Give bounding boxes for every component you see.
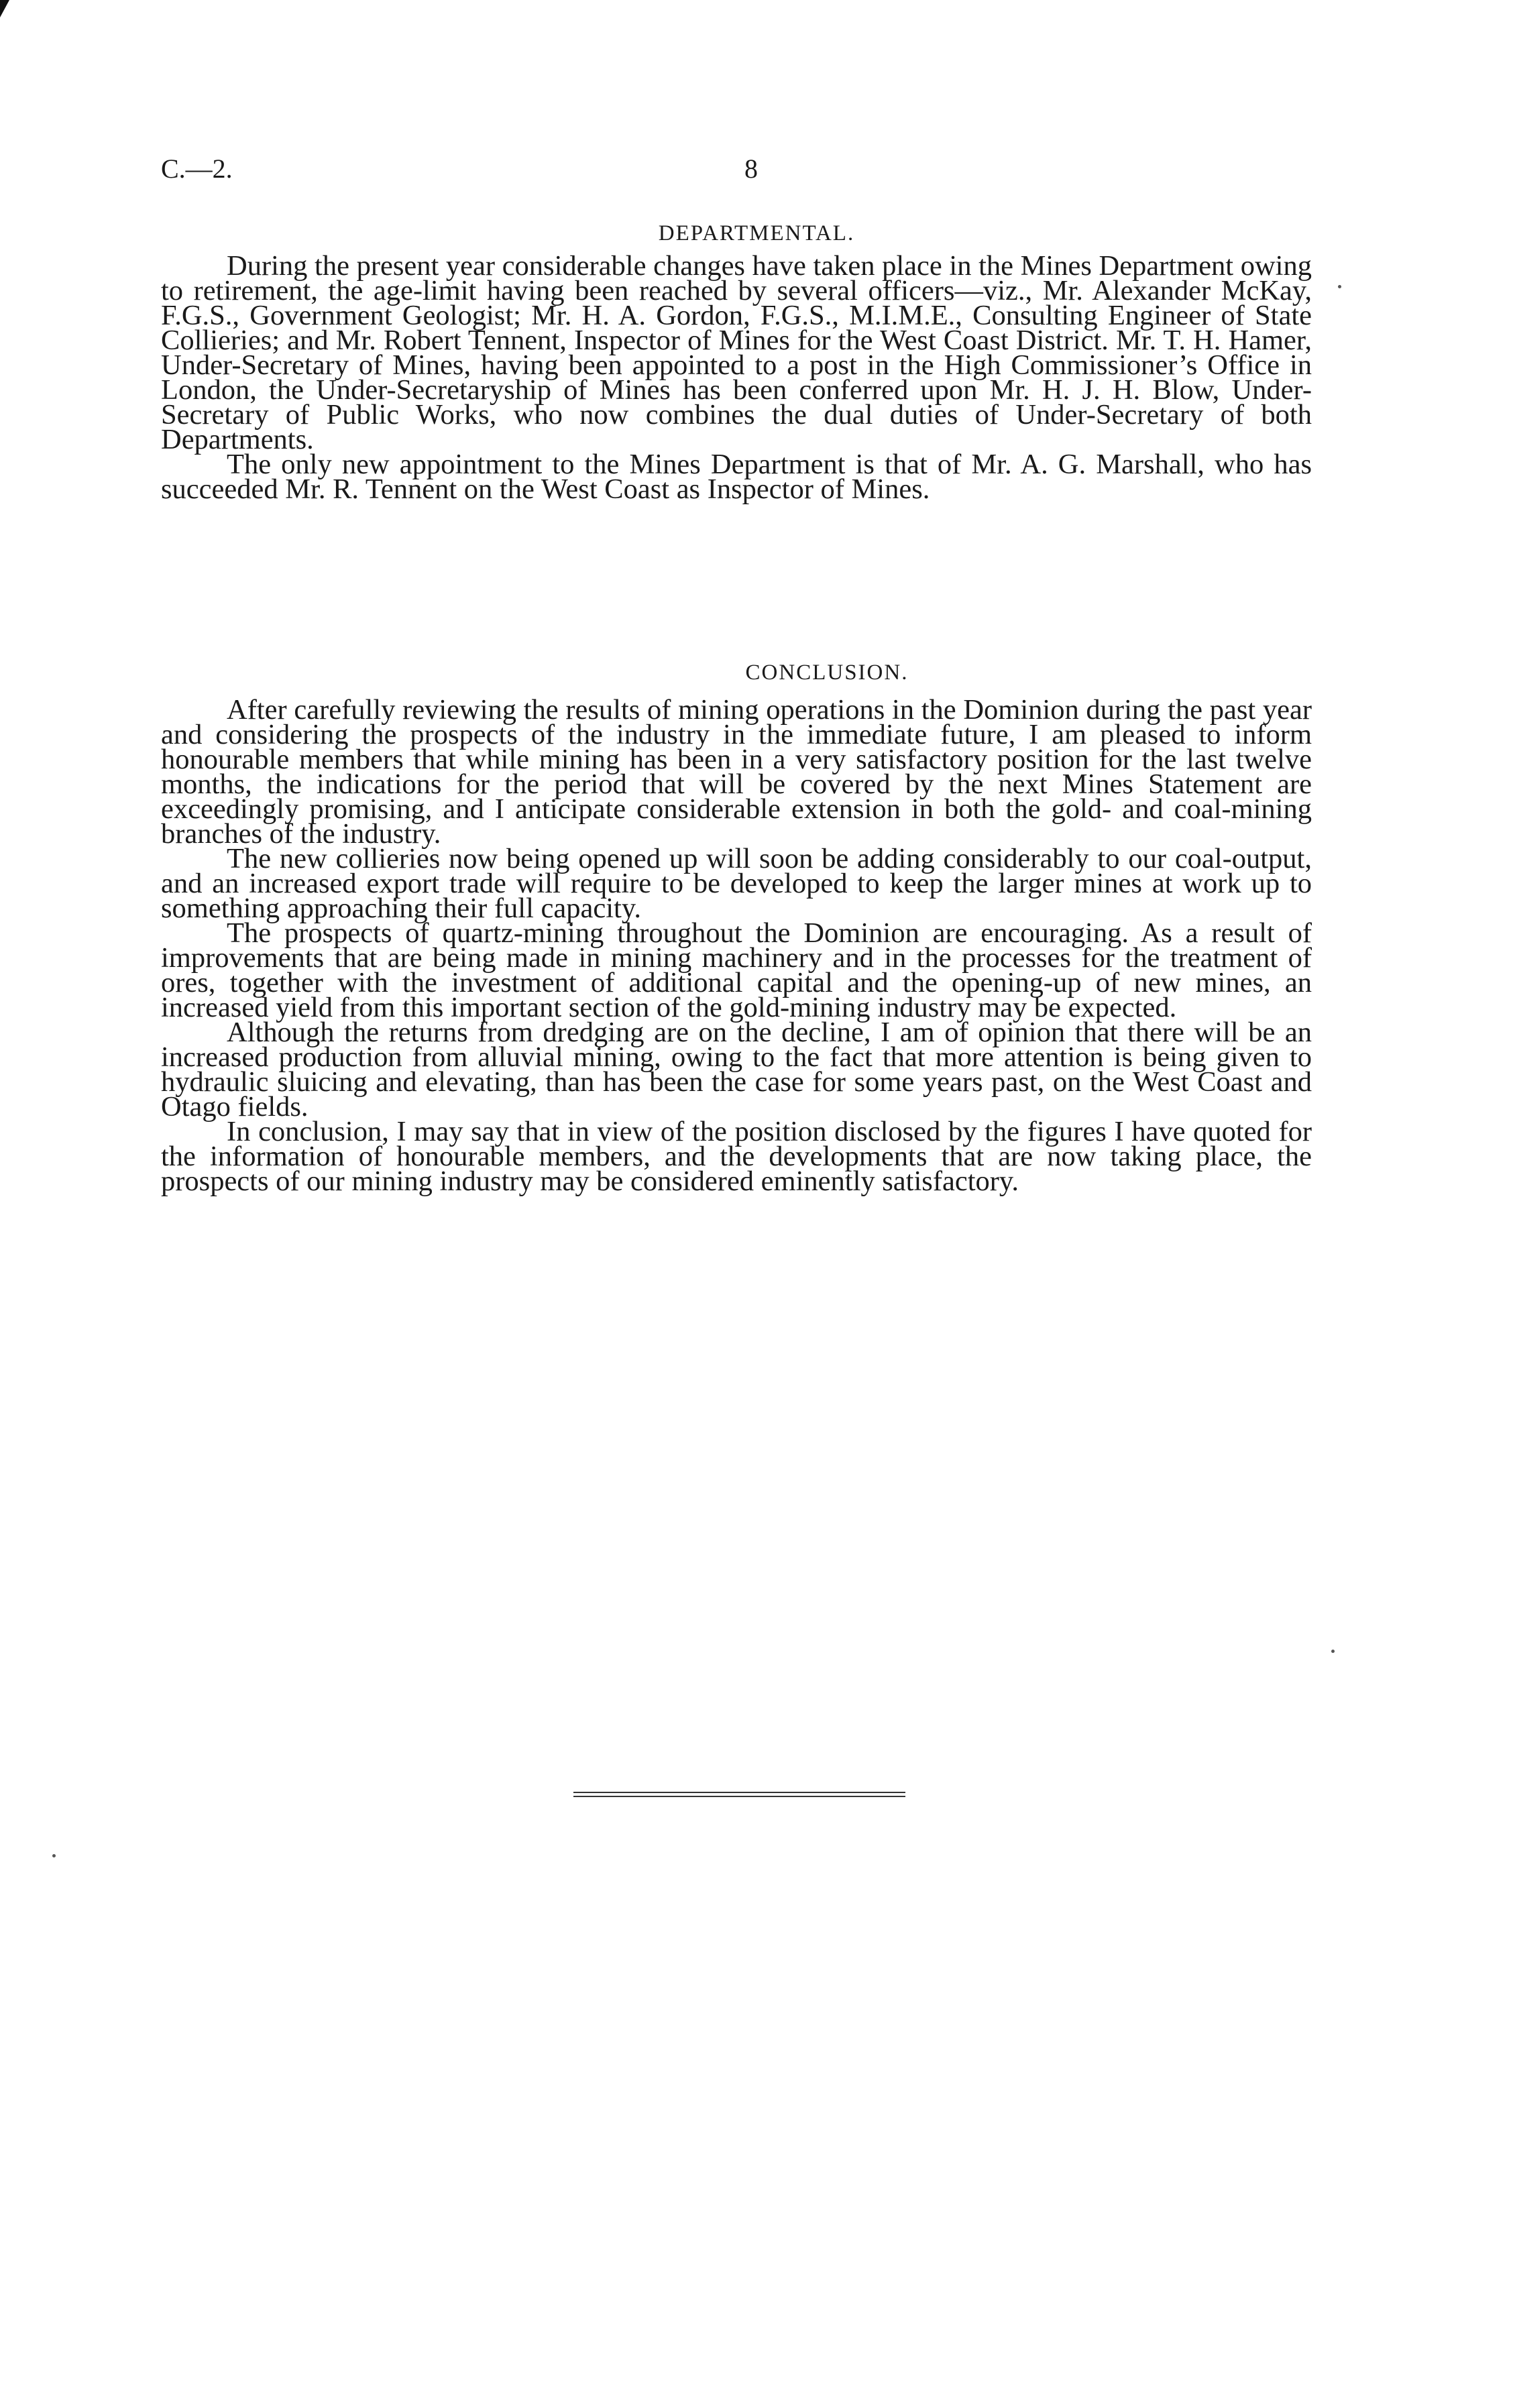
paragraph: The prospects of quartz-mining throughout the Dominion are encouraging. As a result of improvements that are being made in mining machinery and in the processes for the treatment of ores, together with the investment of additional capital and the opening-up of new mines, an increased yield from this important section of the gold-mining industry may be expected. [161, 917, 1312, 1023]
departmental-heading: DEPARTMENTAL. [658, 221, 855, 245]
paragraph: During the present year considerable changes have taken place in the Mines Department owing to retirement, the age-limit having been reached by several officers—viz., Mr. Alexander McKay, F.G.S., Government Geologist; Mr. H. A. Gordon, F.G.S., M.I.M.E., Consulting Engineer of State Collieries; and Mr. Robert Tennent, Inspector of Mines for the West Coast District. Mr. T. H. Hamer, Under-Secretary of Mines, having been appointed to a post in the High Commissioner’s Office in London, the Under-Secretaryship of Mines has been conferred upon Mr. H. J. H. Blow, Under-Secretary of Public Works, who now combines the dual duties of Under-Secretary of both Departments. [161, 250, 1312, 455]
paragraph: In conclusion, I may say that in view of the position disclosed by the figures I have quoted for the information of honourable members, and the developments that are now taking place, the prospects of our mining industry may be considered eminently satisfactory. [161, 1116, 1312, 1197]
conclusion-heading: CONCLUSION. [745, 661, 909, 685]
paragraph: After carefully reviewing the results of mining operations in the Dominion during the past year and considering the prospects of the industry in the immediate future, I am pleased to inform honourable members that while mining has been in a very satisfactory position for the last twelve months, the indications for the period that will be covered by the next Mines Statement are exceedingly promising, and I anticipate considerable extension in both the gold- and coal-mining branches of the industry. [161, 694, 1312, 850]
end-rule-divider [573, 1792, 905, 1798]
page-reference: C.—2. [161, 154, 233, 184]
corner-scan-mark [0, 0, 9, 17]
departmental-body [161, 250, 1312, 505]
page-number: 8 [744, 154, 758, 184]
scan-speck [1331, 1650, 1335, 1653]
conclusion-body [161, 694, 1312, 1197]
paragraph: The new collieries now being opened up will soon be adding considerably to our coal-output, and an increased export trade will require to be developed to keep the larger mines at work up to something approaching their full capacity. [161, 843, 1312, 924]
paragraph: Although the returns from dredging are on the decline, I am of opinion that there will be an increased production from alluvial mining, owing to the fact that more attention is being given to hydraulic sluicing and elevating, than has been the case for some years past, on the West Coast and Otago fields. [161, 1017, 1312, 1123]
scan-speck [1338, 285, 1341, 288]
scan-speck [52, 1854, 56, 1857]
paragraph: The only new appointment to the Mines Department is that of Mr. A. G. Marshall, who has succeeded Mr. R. Tennent on the West Coast as Inspector of Mines. [161, 449, 1312, 505]
